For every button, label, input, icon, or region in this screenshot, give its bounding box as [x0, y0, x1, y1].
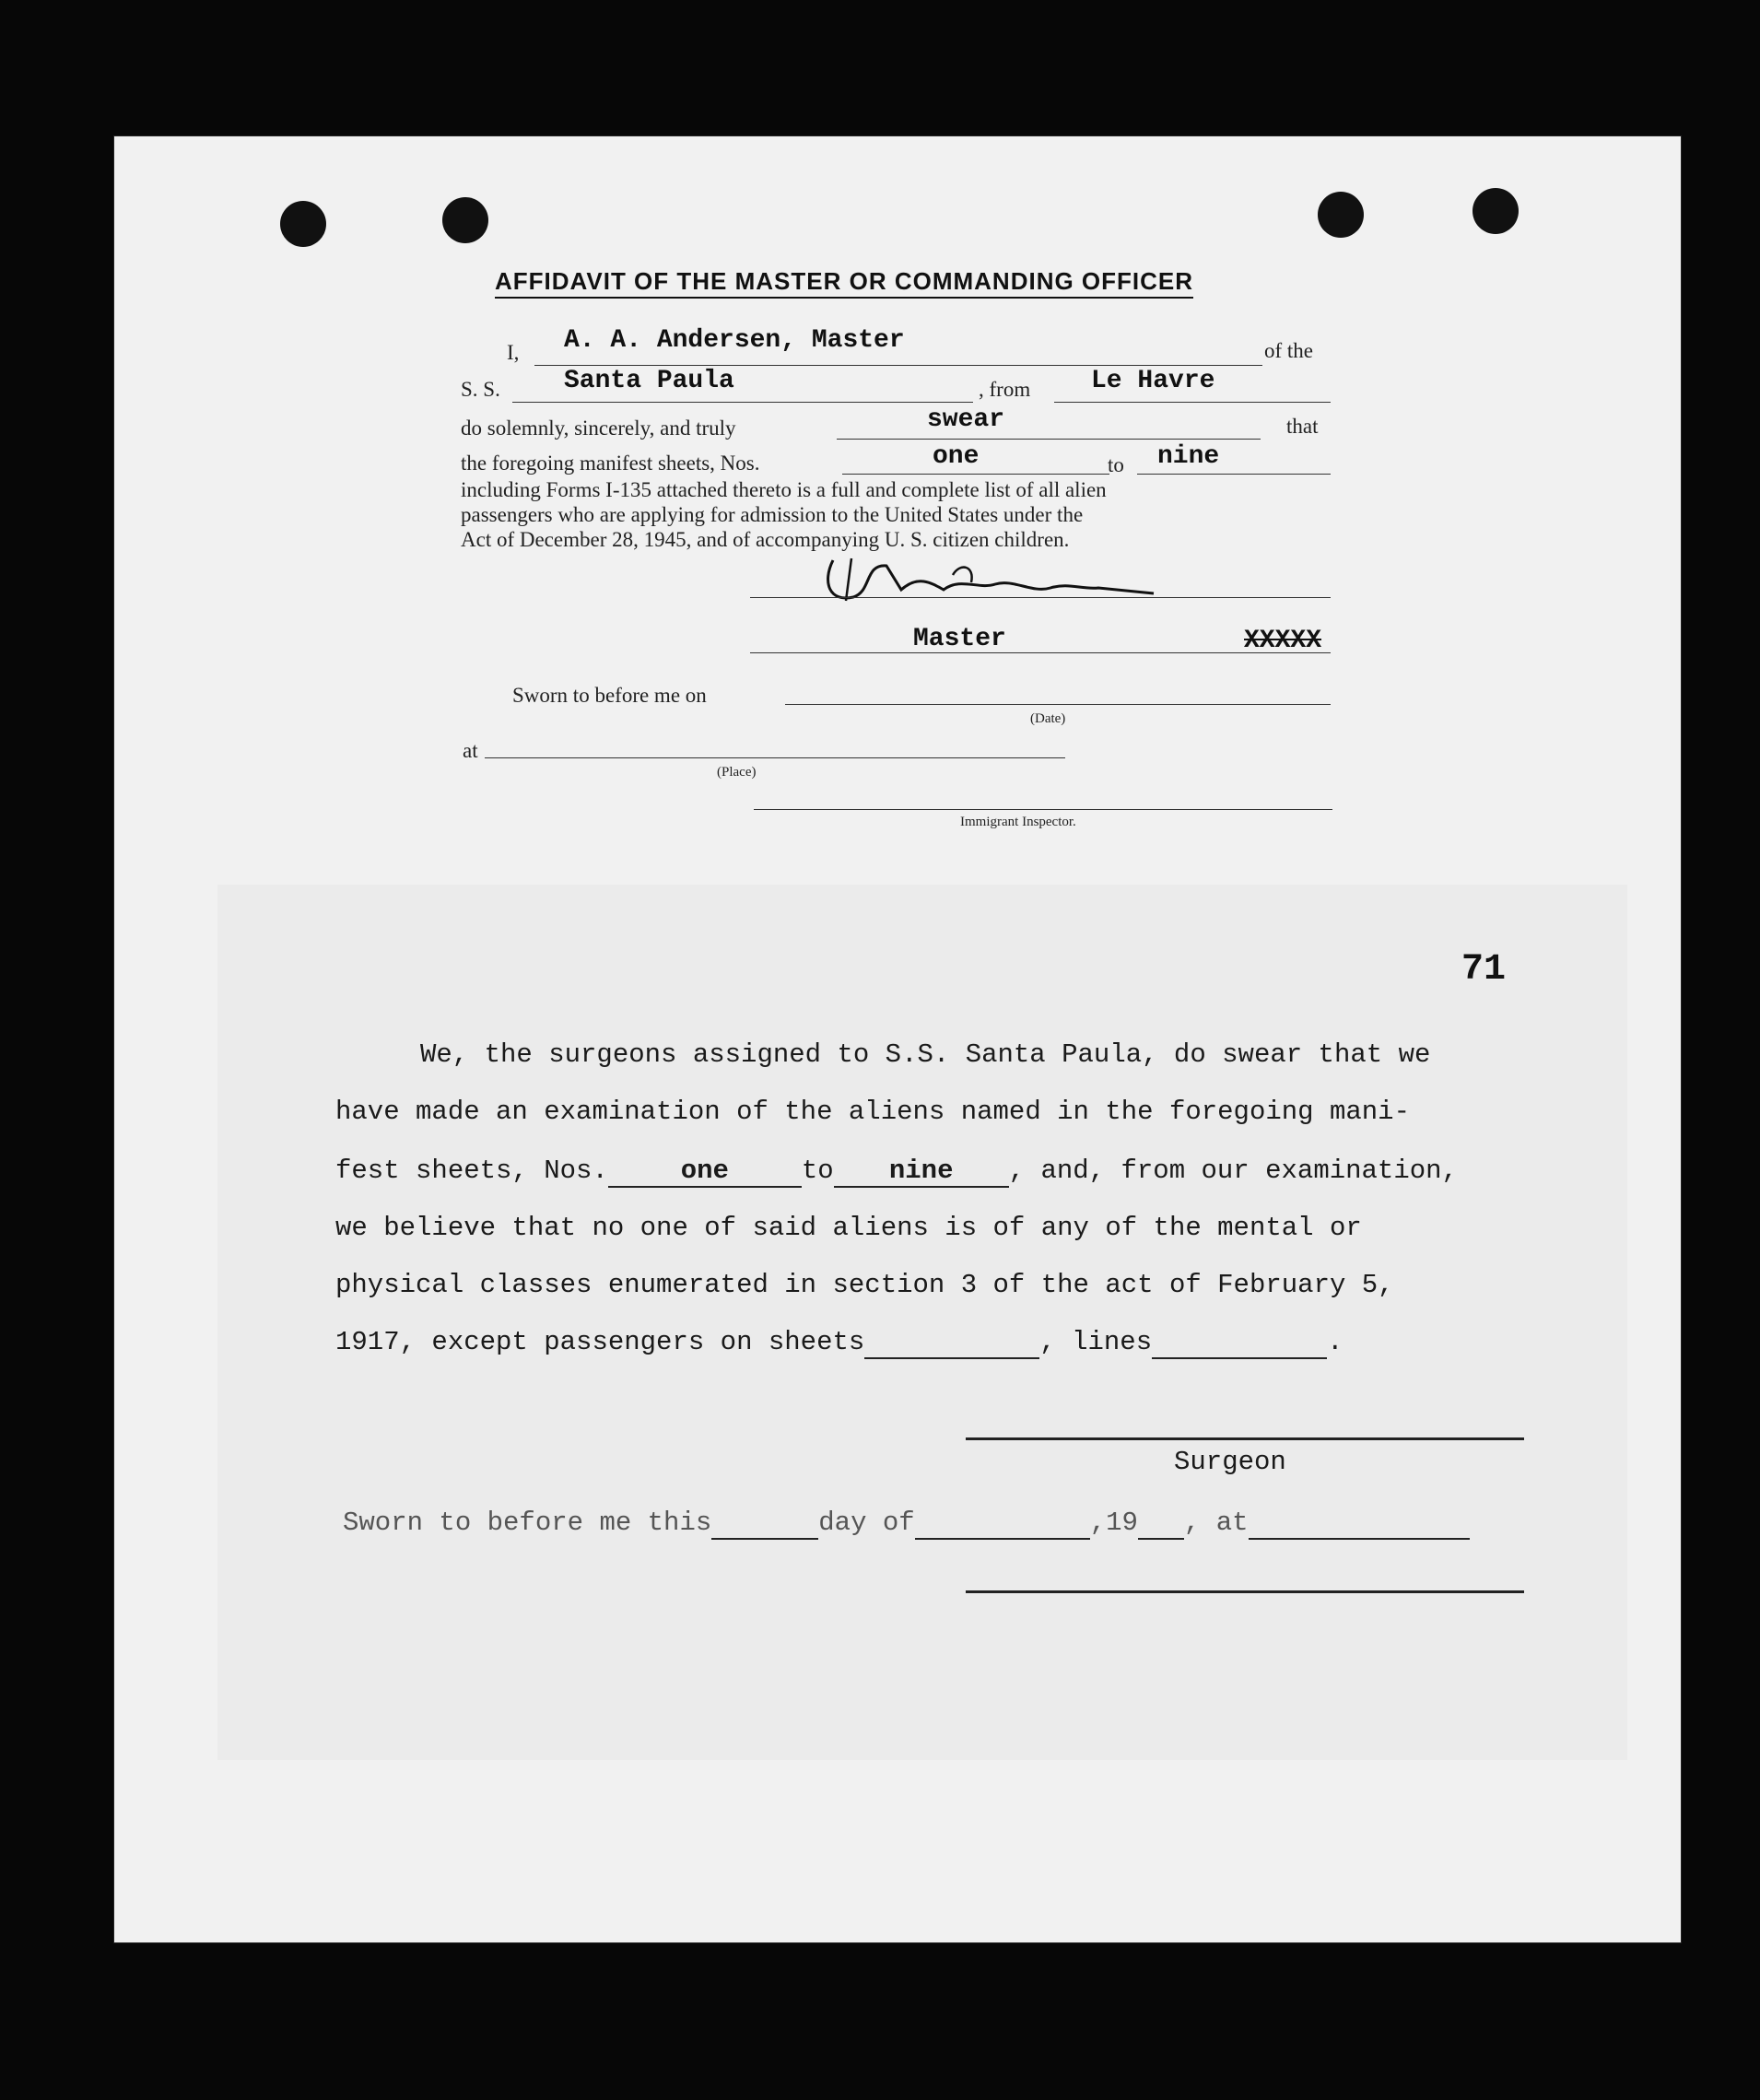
of-the-label: of the [1264, 339, 1314, 362]
signature-line [750, 597, 1331, 598]
sheet-to-value: nine [834, 1156, 1009, 1188]
day-of-text: day of [818, 1508, 915, 1538]
oath-word: swear [927, 405, 1005, 434]
official-signature-line [966, 1590, 1524, 1593]
certificate-line-4: we believe that no one of said aliens is of any of the mental or [335, 1213, 1362, 1243]
ss-label: S. S. [461, 378, 500, 401]
inspector-line [754, 809, 1332, 810]
foregoing-label: the foregoing manifest sheets, Nos. [461, 452, 760, 475]
from-label: , from [979, 378, 1031, 401]
sworn-line [343, 1508, 1470, 1540]
line-6-end: . [1327, 1327, 1343, 1357]
port-line [1054, 402, 1331, 403]
affidavit-title: AFFIDAVIT OF THE MASTER OR COMMANDING OFFICER [495, 267, 1193, 299]
place-caption: (Place) [717, 765, 757, 780]
master-signature [805, 542, 1174, 616]
date-caption: (Date) [1030, 711, 1066, 726]
certificate-line-2: have made an examination of the aliens named in the foregoing mani- [335, 1097, 1410, 1127]
paragraph-line: passengers who are applying for admission to the United States under the [461, 503, 1084, 526]
title-line [750, 652, 1331, 653]
that-label: that [1286, 415, 1319, 438]
oath-line [837, 439, 1261, 440]
at-label: at [463, 739, 478, 762]
place-line [485, 757, 1065, 758]
day-blank [711, 1508, 818, 1540]
certificate-line-5: physical classes enumerated in section 3 of the act of February 5, [335, 1270, 1394, 1300]
sworn-label: Sworn to before me on [512, 684, 707, 707]
year-prefix: ,19 [1089, 1508, 1138, 1538]
sheet-from: one [933, 442, 980, 471]
master-name-line [534, 365, 1262, 366]
punch-hole [442, 197, 488, 243]
certificate-line-3 [335, 1156, 1458, 1188]
sworn-text: Sworn to before me this [343, 1508, 712, 1538]
line-6-text: 1917, except passengers on sheets [335, 1327, 865, 1357]
surgeon-certificate [217, 885, 1627, 1760]
sheet-to-line [1137, 474, 1331, 475]
date-line [785, 704, 1331, 705]
certificate-line-6 [335, 1327, 1343, 1359]
place-blank [1249, 1508, 1470, 1540]
sheets-blank [864, 1327, 1039, 1359]
punch-hole [280, 201, 326, 247]
lines-blank [1152, 1327, 1327, 1359]
sheet-to: nine [1157, 442, 1220, 471]
punch-hole [1318, 192, 1364, 238]
port-name: Le Havre [1091, 367, 1215, 395]
affidavit-paragraph [461, 477, 1107, 552]
to-text: to [801, 1156, 834, 1186]
surgeon-label: Surgeon [1174, 1447, 1286, 1477]
year-blank [1138, 1508, 1184, 1540]
master-name: A. A. Andersen, Master [564, 326, 905, 355]
month-blank [915, 1508, 1090, 1540]
certificate-line-1: We, the surgeons assigned to S.S. Santa Paula, do swear that we [420, 1039, 1431, 1070]
surgeon-signature-line [966, 1437, 1524, 1440]
sheet-from-value: one [608, 1156, 802, 1188]
lines-text: , lines [1039, 1327, 1153, 1357]
at-text: , at [1183, 1508, 1249, 1538]
paragraph-line: Act of December 28, 1945, and of accompanying U. S. citizen children. [461, 528, 1070, 551]
punch-hole [1473, 188, 1519, 234]
ship-name: Santa Paula [564, 367, 734, 395]
sheet-from-line [842, 474, 1109, 475]
line-3-tail: , and, from our examination, [1008, 1156, 1458, 1186]
ship-line [512, 402, 973, 403]
signer-title: Master [913, 625, 1006, 653]
page-number: 71 [1461, 949, 1507, 991]
struck-text: XXXXX [1244, 627, 1322, 655]
i-label: I, [507, 341, 520, 364]
paragraph-line: including Forms I-135 attached thereto is a full and complete list of all alien [461, 478, 1107, 501]
inspector-caption: Immigrant Inspector. [960, 815, 1076, 829]
line-3-text: fest sheets, Nos. [335, 1156, 608, 1186]
solemnly-label: do solemnly, sincerely, and truly [461, 416, 736, 440]
to-label: to [1108, 453, 1124, 476]
